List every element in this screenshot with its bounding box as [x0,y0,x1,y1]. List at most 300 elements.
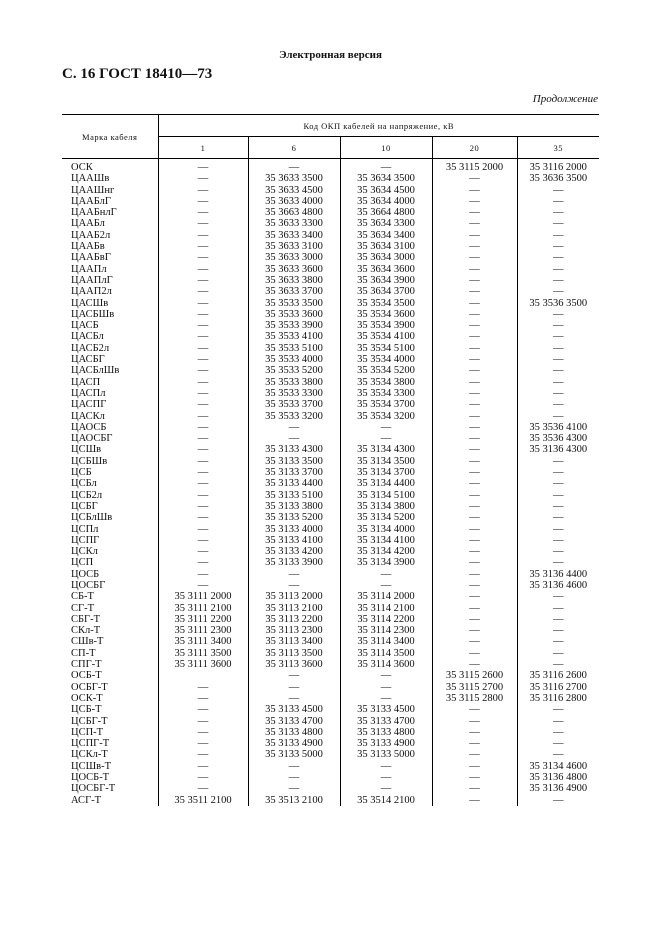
code-10kv-cell: — [340,159,432,174]
code-6kv-cell: 35 3633 3800 [248,275,340,286]
code-10kv-cell: 35 3634 3500 [340,173,432,184]
code-1kv-cell: 35 3111 2100 [174,602,232,614]
code-35kv-cell: — [517,399,599,410]
okp-code-group-header: Код ОКП кабелей на напряжение, кВ [158,115,599,137]
code-1kv-cell: 35 3111 3400 [174,636,232,648]
table-row [62,159,599,174]
table-row [62,704,599,715]
code-6kv-cell: — [248,670,340,681]
cable-brand-cell: ЦАСШв [62,298,158,309]
code-20kv-cell: — [432,207,517,218]
code-6kv-cell: 35 3133 4800 [248,727,340,738]
table-row [62,580,599,591]
code-20kv-cell: — [432,501,517,512]
code-20kv-cell: — [432,591,517,602]
table-row [62,738,599,749]
code-20kv-cell: — [432,264,517,275]
code-6kv-cell: 35 3113 3500 [248,648,340,659]
code-10kv-cell: 35 3534 5200 [340,365,432,376]
code-10kv-cell: — [340,569,432,580]
code-6kv-cell: 35 3133 3500 [248,456,340,467]
code-10kv-cell: 35 3133 4700 [340,716,432,727]
code-20kv-cell: — [432,524,517,535]
code-20kv-cell: — [432,546,517,557]
code-1kv-cell: — [197,500,209,512]
cable-brand-cell: ЦААПлГ [62,275,158,286]
code-1kv-cell: — [197,286,209,298]
code-6kv-cell: 35 3533 3700 [248,399,340,410]
table-row [62,331,599,342]
code-35kv-cell: — [517,625,599,636]
code-20kv-cell: — [432,275,517,286]
code-1kv-cell: — [197,421,209,433]
table-row [62,512,599,523]
code-10kv-cell: 35 3534 3200 [340,411,432,422]
code-20kv-cell: — [432,727,517,738]
code-6kv-cell: 35 3133 3800 [248,501,340,512]
code-1kv-cell: — [197,252,209,264]
code-35kv-cell: — [517,716,599,727]
cable-brand-cell: ЦАСБл [62,331,158,342]
code-20kv-cell: — [432,535,517,546]
code-1kv-cell: — [197,365,209,377]
code-1kv-cell [158,670,248,681]
cable-brand-cell: ЦСКл-Т [62,749,158,760]
code-6kv-cell: 35 3133 4000 [248,524,340,535]
code-6kv-cell: — [248,580,340,591]
code-1kv-cell: — [197,579,209,591]
cable-brand-cell: СГ-Т [62,603,158,614]
code-6kv-cell: 35 3633 4500 [248,185,340,196]
table-row [62,207,599,218]
brand-column-header: Марка кабеля [62,115,158,159]
code-10kv-cell: 35 3534 4000 [340,354,432,365]
cable-brand-cell: СКл-Т [62,625,158,636]
code-35kv-cell: — [517,704,599,715]
cable-brand-cell: ЦСШв-Т [62,761,158,772]
code-10kv-cell: 35 3134 4300 [340,444,432,455]
table-row [62,569,599,580]
code-10kv-cell: — [340,772,432,783]
code-10kv-cell: 35 3133 4500 [340,704,432,715]
code-6kv-cell: — [248,569,340,580]
cable-brand-cell: ОСК-Т [62,693,158,704]
code-1kv-cell: — [197,274,209,286]
code-10kv-cell: 35 3134 4000 [340,524,432,535]
code-35kv-cell: — [517,478,599,489]
code-10kv-cell: — [340,682,432,693]
code-1kv-cell: — [197,523,209,535]
code-20kv-cell: — [432,636,517,647]
code-10kv-cell: — [340,433,432,444]
code-35kv-cell: — [517,591,599,602]
code-6kv-cell: — [248,693,340,704]
code-6kv-cell: 35 3113 2000 [248,591,340,602]
code-20kv-cell: — [432,659,517,670]
code-20kv-cell: — [432,252,517,263]
table-row [62,185,599,196]
code-6kv-cell: — [248,682,340,693]
table-row [62,478,599,489]
code-35kv-cell: — [517,648,599,659]
code-35kv-cell: — [517,388,599,399]
code-10kv-cell: 35 3114 2300 [340,625,432,636]
code-10kv-cell: 35 3114 3400 [340,636,432,647]
code-6kv-cell: 35 3113 2100 [248,603,340,614]
code-35kv-cell: — [517,377,599,388]
code-6kv-cell: 35 3633 3700 [248,286,340,297]
code-6kv-cell: 35 3533 3200 [248,411,340,422]
code-1kv-cell: — [197,467,209,479]
code-1kv-cell: — [197,241,209,253]
code-10kv-cell: 35 3534 3500 [340,298,432,309]
table-row [62,275,599,286]
code-10kv-cell: 35 3534 4100 [340,331,432,342]
table-row [62,727,599,738]
electronic-version-note: Электронная версия [279,49,382,61]
code-20kv-cell: — [432,286,517,297]
code-1kv-cell: — [197,749,209,761]
table-row [62,772,599,783]
code-20kv-cell: — [432,580,517,591]
code-6kv-cell: 35 3533 5200 [248,365,340,376]
code-6kv-cell: 35 3133 5000 [248,749,340,760]
code-20kv-cell: — [432,196,517,207]
table-row [62,636,599,647]
table-row [62,252,599,263]
code-6kv-cell: 35 3133 5200 [248,512,340,523]
cable-brand-cell: СПГ-Т [62,659,158,670]
table-row [62,218,599,229]
code-6kv-cell: 35 3533 4000 [248,354,340,365]
code-35kv-cell: — [517,501,599,512]
code-1kv-cell: 35 3111 2200 [174,613,232,625]
code-10kv-cell: — [340,670,432,681]
code-1kv-cell: — [197,162,209,173]
cable-brand-cell: ЦАСП [62,377,158,388]
cable-brand-cell: ЦСБ-Т [62,704,158,715]
code-6kv-cell: — [248,783,340,794]
code-6kv-cell: 35 3133 3900 [248,557,340,568]
code-10kv-cell: 35 3634 3400 [340,230,432,241]
code-1kv-cell: — [197,512,209,524]
table-row [62,298,599,309]
code-6kv-cell: — [248,159,340,174]
code-1kv-cell: — [197,738,209,750]
cable-brand-cell: ЦААБнлГ [62,207,158,218]
code-20kv-cell: — [432,716,517,727]
code-6kv-cell: 35 3113 2200 [248,614,340,625]
code-10kv-cell: 35 3134 3500 [340,456,432,467]
code-6kv-cell: — [248,772,340,783]
code-1kv-cell: — [197,410,209,422]
code-20kv-cell: — [432,557,517,568]
table-row [62,716,599,727]
cable-brand-cell: ЦААП2л [62,286,158,297]
code-1kv-cell: — [197,681,209,693]
code-10kv-cell: 35 3134 3900 [340,557,432,568]
code-35kv-cell: — [517,331,599,342]
cable-brand-cell: ЦАСКл [62,411,158,422]
table-row [62,761,599,772]
code-20kv-cell: — [432,320,517,331]
cable-brand-cell: ЦСПл [62,524,158,535]
table-row [62,535,599,546]
code-6kv-cell: 35 3133 4200 [248,546,340,557]
code-1kv-cell: — [197,489,209,501]
code-1kv-cell: — [197,534,209,546]
code-35kv-cell: 35 3636 3500 [517,173,599,184]
code-10kv-cell: 35 3114 2000 [340,591,432,602]
cable-brand-cell: ОСК [62,159,158,174]
code-6kv-cell: — [248,433,340,444]
cable-brand-cell: ЦАСБлШв [62,365,158,376]
voltage-header-1kv: 1 [158,137,248,159]
code-6kv-cell: 35 3133 4700 [248,716,340,727]
cable-brand-cell: ЦААБлГ [62,196,158,207]
code-1kv-cell: — [197,342,209,354]
table-row [62,444,599,455]
code-1kv-cell: — [197,308,209,320]
table-row [62,196,599,207]
code-35kv-cell: 35 3136 4900 [517,783,599,794]
code-20kv-cell: 35 3115 2000 [432,159,517,174]
code-10kv-cell: 35 3534 3300 [340,388,432,399]
table-row [62,467,599,478]
code-35kv-cell: — [517,275,599,286]
code-10kv-cell: 35 3114 3500 [340,648,432,659]
continued-label: Продолжение [532,93,598,105]
code-35kv-cell: 35 3136 4300 [517,444,599,455]
code-20kv-cell: — [432,704,517,715]
code-35kv-cell: 35 3136 4600 [517,580,599,591]
code-35kv-cell: 35 3536 4300 [517,433,599,444]
table-row [62,591,599,602]
code-1kv-cell: — [197,444,209,456]
code-20kv-cell: — [432,343,517,354]
code-35kv-cell: — [517,320,599,331]
code-1kv-cell: — [197,760,209,772]
code-10kv-cell: 35 3133 5000 [340,749,432,760]
code-1kv-cell: — [197,387,209,399]
code-6kv-cell: 35 3133 4100 [248,535,340,546]
cable-brand-cell: ЦАСПГ [62,399,158,410]
table-row [62,309,599,320]
code-35kv-cell: — [517,365,599,376]
code-35kv-cell: — [517,546,599,557]
code-10kv-cell: 35 3634 3300 [340,218,432,229]
code-35kv-cell: 35 3536 4100 [517,422,599,433]
code-20kv-cell: — [432,738,517,749]
code-6kv-cell: 35 3133 5100 [248,490,340,501]
code-20kv-cell: — [432,603,517,614]
code-6kv-cell: 35 3633 3400 [248,230,340,241]
code-10kv-cell: 35 3114 3600 [340,659,432,670]
code-35kv-cell: — [517,614,599,625]
code-10kv-cell: — [340,783,432,794]
code-6kv-cell: 35 3633 3300 [248,218,340,229]
code-6kv-cell: — [248,761,340,772]
code-20kv-cell: — [432,241,517,252]
code-35kv-cell: — [517,343,599,354]
code-1kv-cell: 35 3111 2300 [174,625,232,637]
cable-brand-cell: ЦСШв [62,444,158,455]
cable-brand-cell: ЦААБ2л [62,230,158,241]
code-6kv-cell: 35 3133 4500 [248,704,340,715]
code-1kv-cell: — [197,568,209,580]
code-20kv-cell: — [432,490,517,501]
voltage-header-35kv: 35 [517,137,599,159]
code-6kv-cell: 35 3533 3600 [248,309,340,320]
code-20kv-cell: — [432,467,517,478]
cable-brand-cell: ЦААБл [62,218,158,229]
code-20kv-cell: — [432,614,517,625]
code-1kv-cell: — [197,354,209,366]
table-row [62,241,599,252]
code-35kv-cell: — [517,207,599,218]
table-row [62,625,599,636]
code-10kv-cell: 35 3634 4500 [340,185,432,196]
code-10kv-cell: 35 3133 4900 [340,738,432,749]
code-20kv-cell: — [432,422,517,433]
code-1kv-cell: 35 3111 2000 [174,591,232,603]
code-10kv-cell: 35 3634 3100 [340,241,432,252]
code-35kv-cell: — [517,738,599,749]
code-35kv-cell: — [517,241,599,252]
cable-brand-cell: ЦААШнг [62,185,158,196]
code-10kv-cell: — [340,761,432,772]
code-1kv-cell: — [197,195,209,207]
cable-brand-cell: СП-Т [62,648,158,659]
code-35kv-cell: — [517,196,599,207]
code-35kv-cell: 35 3116 2800 [517,693,599,704]
code-20kv-cell: — [432,648,517,659]
code-6kv-cell: 35 3133 4900 [248,738,340,749]
code-10kv-cell: — [340,580,432,591]
code-6kv-cell: 35 3633 3100 [248,241,340,252]
code-1kv-cell: — [197,376,209,388]
code-10kv-cell: — [340,693,432,704]
code-20kv-cell: — [432,173,517,184]
code-1kv-cell: — [197,184,209,196]
code-35kv-cell: — [517,535,599,546]
code-20kv-cell: — [432,761,517,772]
table-row [62,693,599,704]
code-10kv-cell: 35 3134 5100 [340,490,432,501]
table-row [62,320,599,331]
code-10kv-cell: 35 3134 4400 [340,478,432,489]
code-6kv-cell: 35 3533 5100 [248,343,340,354]
cable-brand-cell: ЦААПл [62,264,158,275]
code-20kv-cell: — [432,331,517,342]
code-1kv-cell: — [197,433,209,445]
code-10kv-cell: — [340,422,432,433]
code-20kv-cell: — [432,399,517,410]
code-20kv-cell: — [432,298,517,309]
code-20kv-cell: — [432,772,517,783]
table-body [62,159,599,806]
code-10kv-cell: 35 3133 4800 [340,727,432,738]
cable-brand-cell: ЦААШв [62,173,158,184]
table-row [62,286,599,297]
code-6kv-cell: 35 3533 3800 [248,377,340,388]
code-6kv-cell: 35 3633 4000 [248,196,340,207]
cable-brand-cell: ЦОСБГ [62,580,158,591]
code-35kv-cell: 35 3116 2700 [517,682,599,693]
code-10kv-cell: 35 3534 3900 [340,320,432,331]
cable-brand-cell: ЦАСПл [62,388,158,399]
code-6kv-cell: 35 3663 4800 [248,207,340,218]
cable-brand-cell: ЦСБШв [62,456,158,467]
code-10kv-cell: 35 3134 5200 [340,512,432,523]
code-35kv-cell: — [517,252,599,263]
cable-brand-cell: ОСБ-Т [62,670,158,681]
code-35kv-cell: 35 3134 4600 [517,761,599,772]
cable-brand-cell: ЦСБлШв [62,512,158,523]
cable-brand-cell: СБ-Т [62,591,158,602]
code-6kv-cell: 35 3633 3600 [248,264,340,275]
table-row [62,749,599,760]
cable-brand-cell: ЦАСБ [62,320,158,331]
code-20kv-cell: — [432,749,517,760]
table-row [62,682,599,693]
code-1kv-cell: 35 3511 2100 [174,794,232,806]
code-1kv-cell: — [197,726,209,738]
code-35kv-cell: — [517,354,599,365]
code-20kv-cell: — [432,478,517,489]
code-20kv-cell: 35 3115 2800 [432,693,517,704]
cable-brand-cell: ЦСБ2л [62,490,158,501]
code-20kv-cell: 35 3115 2600 [432,670,517,681]
code-20kv-cell: — [432,230,517,241]
code-1kv-cell: — [197,399,209,411]
cable-brand-cell: ЦААБвГ [62,252,158,263]
cable-brand-cell: ЦОСБ [62,569,158,580]
code-35kv-cell: — [517,309,599,320]
code-20kv-cell: — [432,218,517,229]
code-35kv-cell: — [517,636,599,647]
cable-brand-cell: СШв-Т [62,636,158,647]
cable-brand-cell: ЦАСБШв [62,309,158,320]
code-35kv-cell: — [517,795,599,806]
table-row [62,354,599,365]
code-10kv-cell: 35 3114 2200 [340,614,432,625]
code-35kv-cell: 35 3136 4800 [517,772,599,783]
code-35kv-cell: — [517,185,599,196]
code-6kv-cell: 35 3133 3700 [248,467,340,478]
table-row [62,377,599,388]
code-20kv-cell: — [432,795,517,806]
cable-brand-cell: ЦСПГ-Т [62,738,158,749]
code-20kv-cell: — [432,569,517,580]
cable-brand-cell: ЦСБГ [62,501,158,512]
cable-brand-cell: ЦОСБГ-Т [62,783,158,794]
code-1kv-cell: — [197,557,209,569]
cable-brand-cell: ЦСПГ [62,535,158,546]
code-1kv-cell: — [197,263,209,275]
code-6kv-cell: 35 3533 3500 [248,298,340,309]
cable-brand-cell: ЦСБГ-Т [62,716,158,727]
code-20kv-cell: 35 3115 2700 [432,682,517,693]
code-35kv-cell: 35 3116 2000 [517,159,599,174]
table-row [62,422,599,433]
code-10kv-cell: 35 3534 5100 [340,343,432,354]
table-row [62,173,599,184]
table-row [62,557,599,568]
code-20kv-cell: — [432,185,517,196]
code-6kv-cell: 35 3533 3300 [248,388,340,399]
code-35kv-cell: — [517,490,599,501]
